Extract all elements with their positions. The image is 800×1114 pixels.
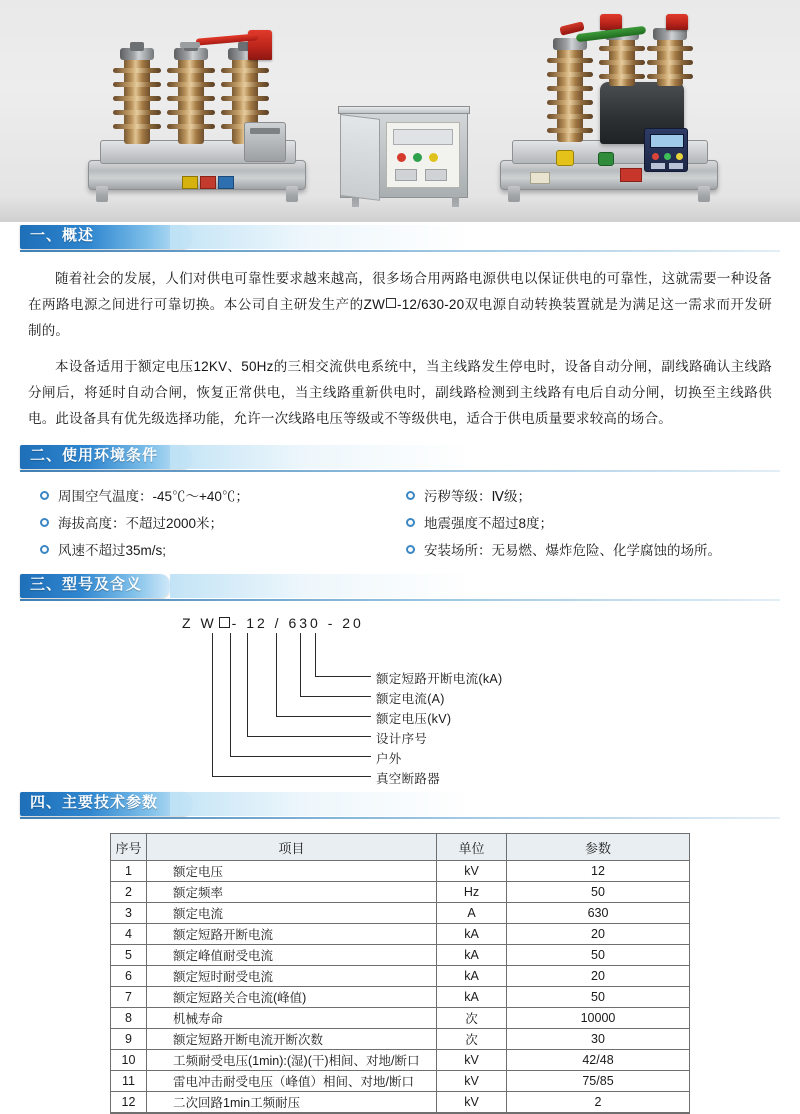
model-code-suffix: - 12 / 630 - 20 bbox=[231, 615, 364, 631]
insulator-column bbox=[552, 30, 588, 142]
bullet-ring-icon bbox=[40, 491, 49, 500]
cell-no: 2 bbox=[111, 882, 147, 903]
condition-item bbox=[40, 511, 406, 536]
cell-no: 6 bbox=[111, 966, 147, 987]
conditions-left-column bbox=[40, 484, 406, 565]
model-legend-3: 额定电压(kV) bbox=[376, 712, 452, 726]
table-body bbox=[111, 861, 690, 1113]
condition-text: 地震强度不超过8度； bbox=[424, 516, 554, 531]
section-header-model bbox=[20, 571, 780, 601]
section-header-environment bbox=[20, 442, 780, 472]
red-terminal-cap bbox=[600, 14, 622, 30]
cell-value: 10000 bbox=[507, 1008, 690, 1029]
cell-unit: kV bbox=[437, 861, 507, 882]
cell-no: 11 bbox=[111, 1071, 147, 1092]
section-bar-tail bbox=[170, 225, 470, 249]
col-item: 项目 bbox=[147, 834, 437, 861]
cell-unit: A bbox=[437, 903, 507, 924]
section-title-params: 四、主要技术参数 bbox=[30, 794, 159, 811]
cell-item: 额定短路关合电流(峰值) bbox=[147, 987, 437, 1008]
cell-item: 额定短时耐受电流 bbox=[147, 966, 437, 987]
bullet-ring-icon bbox=[406, 518, 415, 527]
cell-no: 1 bbox=[111, 861, 147, 882]
cell-item: 额定电压 bbox=[147, 861, 437, 882]
overview-paragraph-1: 随着社会的发展，人们对供电可靠性要求越来越高，很多场合用两路电源供电以保证供电的可靠性，这就需要一种设备在两路电源之间进行可靠切换。本公司自主研发生产的ZW -12/630-20双电源自动转换装置就是为满足这一需求而开发研制的。 bbox=[28, 271, 772, 338]
cell-item: 额定电流 bbox=[147, 903, 437, 924]
table-row bbox=[111, 1092, 690, 1113]
cell-item: 额定短路开断电流开断次数 bbox=[147, 1029, 437, 1050]
model-designation-diagram bbox=[0, 611, 800, 786]
cell-value: 12 bbox=[507, 861, 690, 882]
cell-unit: kA bbox=[437, 966, 507, 987]
cell-value: 42/48 bbox=[507, 1050, 690, 1071]
table-row bbox=[111, 861, 690, 882]
cell-value: 30 bbox=[507, 1029, 690, 1050]
cell-item: 额定峰值耐受电流 bbox=[147, 945, 437, 966]
condition-item bbox=[40, 484, 406, 509]
cell-unit: kA bbox=[437, 924, 507, 945]
cell-value: 50 bbox=[507, 987, 690, 1008]
table-row bbox=[111, 987, 690, 1008]
col-value: 参数 bbox=[507, 834, 690, 861]
section-rule bbox=[20, 599, 780, 601]
product-photo-banner bbox=[0, 0, 800, 222]
environment-conditions bbox=[40, 484, 772, 565]
insulator-column bbox=[652, 22, 688, 86]
section-title-environment: 二、使用环境条件 bbox=[30, 447, 159, 464]
table-row bbox=[111, 1071, 690, 1092]
cell-unit: kV bbox=[437, 1071, 507, 1092]
table-row bbox=[111, 945, 690, 966]
cell-item: 额定短路开断电流 bbox=[147, 924, 437, 945]
section-bar-tail bbox=[170, 574, 470, 598]
cell-item: 机械寿命 bbox=[147, 1008, 437, 1029]
table-header-row bbox=[111, 834, 690, 861]
col-no: 序号 bbox=[111, 834, 147, 861]
bullet-ring-icon bbox=[406, 545, 415, 554]
controller-display bbox=[644, 128, 688, 172]
cell-unit: 次 bbox=[437, 1008, 507, 1029]
section-title-overview: 一、概述 bbox=[30, 227, 95, 244]
cell-no: 3 bbox=[111, 903, 147, 924]
model-code-prefix: Z W bbox=[182, 615, 217, 631]
bullet-ring-icon bbox=[406, 491, 415, 500]
cell-item: 工频耐受电压(1min):(湿)(干)相间、对地/断口 bbox=[147, 1050, 437, 1071]
model-blank-box-inline bbox=[386, 298, 396, 308]
cell-value: 2 bbox=[507, 1092, 690, 1113]
cell-value: 20 bbox=[507, 966, 690, 987]
table-row bbox=[111, 1008, 690, 1029]
model-code-blank-box bbox=[219, 617, 230, 628]
bullet-ring-icon bbox=[40, 518, 49, 527]
condition-item bbox=[406, 484, 772, 509]
cell-value: 20 bbox=[507, 924, 690, 945]
table-row bbox=[111, 1029, 690, 1050]
cell-value: 50 bbox=[507, 945, 690, 966]
cell-item: 额定频率 bbox=[147, 882, 437, 903]
red-terminal-cap bbox=[666, 14, 688, 30]
model-legend-6: 真空断路器 bbox=[376, 772, 441, 786]
model-legend-4: 设计序号 bbox=[376, 732, 428, 746]
cell-no: 4 bbox=[111, 924, 147, 945]
condition-text: 风速不超过35m/s; bbox=[58, 543, 167, 558]
control-panel bbox=[386, 122, 460, 188]
leader-line-6 bbox=[212, 633, 371, 777]
condition-text: 安装场所：无易燃、爆炸危险、化学腐蚀的场所。 bbox=[424, 543, 721, 558]
table-row bbox=[111, 966, 690, 987]
cell-unit: Hz bbox=[437, 882, 507, 903]
cell-unit: 次 bbox=[437, 1029, 507, 1050]
cell-unit: kV bbox=[437, 1092, 507, 1113]
table-row bbox=[111, 1050, 690, 1071]
table-row bbox=[111, 924, 690, 945]
cell-item: 雷电冲击耐受电压（峰值）相间、对地/断口 bbox=[147, 1071, 437, 1092]
cell-item: 二次回路1min工频耐压 bbox=[147, 1092, 437, 1113]
section-title-model: 三、型号及含义 bbox=[30, 576, 143, 593]
conditions-right-column bbox=[406, 484, 772, 565]
overview-paragraph-2: 本设备适用于额定电压12KV、50Hz的三相交流供电系统中，当主线路发生停电时，设备自动分闸，副线路确认主线路分闸后，将延时自动合闸，恢复正常供电，当主线路重新供电时，副线路检测到主线路有电后自动分闸，切换至主线路供电。此设备具有优先级选择功能，允许一次线路电压等级或不等级供电，适合于供电质量要求较高的场合。 bbox=[28, 359, 772, 426]
cell-no: 9 bbox=[111, 1029, 147, 1050]
cell-no: 7 bbox=[111, 987, 147, 1008]
insulator-column bbox=[118, 42, 156, 142]
condition-text: 海拔高度：不超过2000米； bbox=[58, 516, 224, 531]
section-header-overview bbox=[20, 222, 780, 252]
section-rule bbox=[20, 817, 780, 819]
cell-no: 12 bbox=[111, 1092, 147, 1113]
condition-item bbox=[406, 511, 772, 536]
table-row bbox=[111, 882, 690, 903]
cell-unit: kA bbox=[437, 987, 507, 1008]
cell-no: 8 bbox=[111, 1008, 147, 1029]
condition-item bbox=[40, 538, 406, 563]
tech-params-table-wrap bbox=[0, 833, 800, 1113]
cell-unit: kV bbox=[437, 1050, 507, 1071]
condition-item bbox=[406, 538, 772, 563]
tech-params-table bbox=[110, 833, 690, 1113]
insulator-column bbox=[172, 42, 210, 142]
cell-no: 5 bbox=[111, 945, 147, 966]
section-rule bbox=[20, 470, 780, 472]
section-bar-tail bbox=[170, 792, 470, 816]
cell-no: 10 bbox=[111, 1050, 147, 1071]
table-row bbox=[111, 903, 690, 924]
cell-unit: kA bbox=[437, 945, 507, 966]
section-rule bbox=[20, 250, 780, 252]
bullet-ring-icon bbox=[40, 545, 49, 554]
cell-value: 75/85 bbox=[507, 1071, 690, 1092]
model-legend-2: 额定电流(A) bbox=[376, 692, 445, 706]
model-legend-5: 户外 bbox=[376, 752, 402, 766]
col-unit: 单位 bbox=[437, 834, 507, 861]
model-legend-1: 额定短路开断电流(kA) bbox=[376, 672, 503, 686]
condition-text: 周围空气温度：-45℃～+40℃； bbox=[58, 489, 249, 504]
model-code bbox=[182, 615, 364, 631]
cell-value: 50 bbox=[507, 882, 690, 903]
cell-value: 630 bbox=[507, 903, 690, 924]
overview-body bbox=[28, 266, 772, 432]
section-header-params bbox=[20, 789, 780, 819]
condition-text: 污秽等级：Ⅳ级； bbox=[424, 489, 531, 504]
section-bar-tail bbox=[170, 445, 470, 469]
cabinet-door bbox=[340, 114, 380, 201]
